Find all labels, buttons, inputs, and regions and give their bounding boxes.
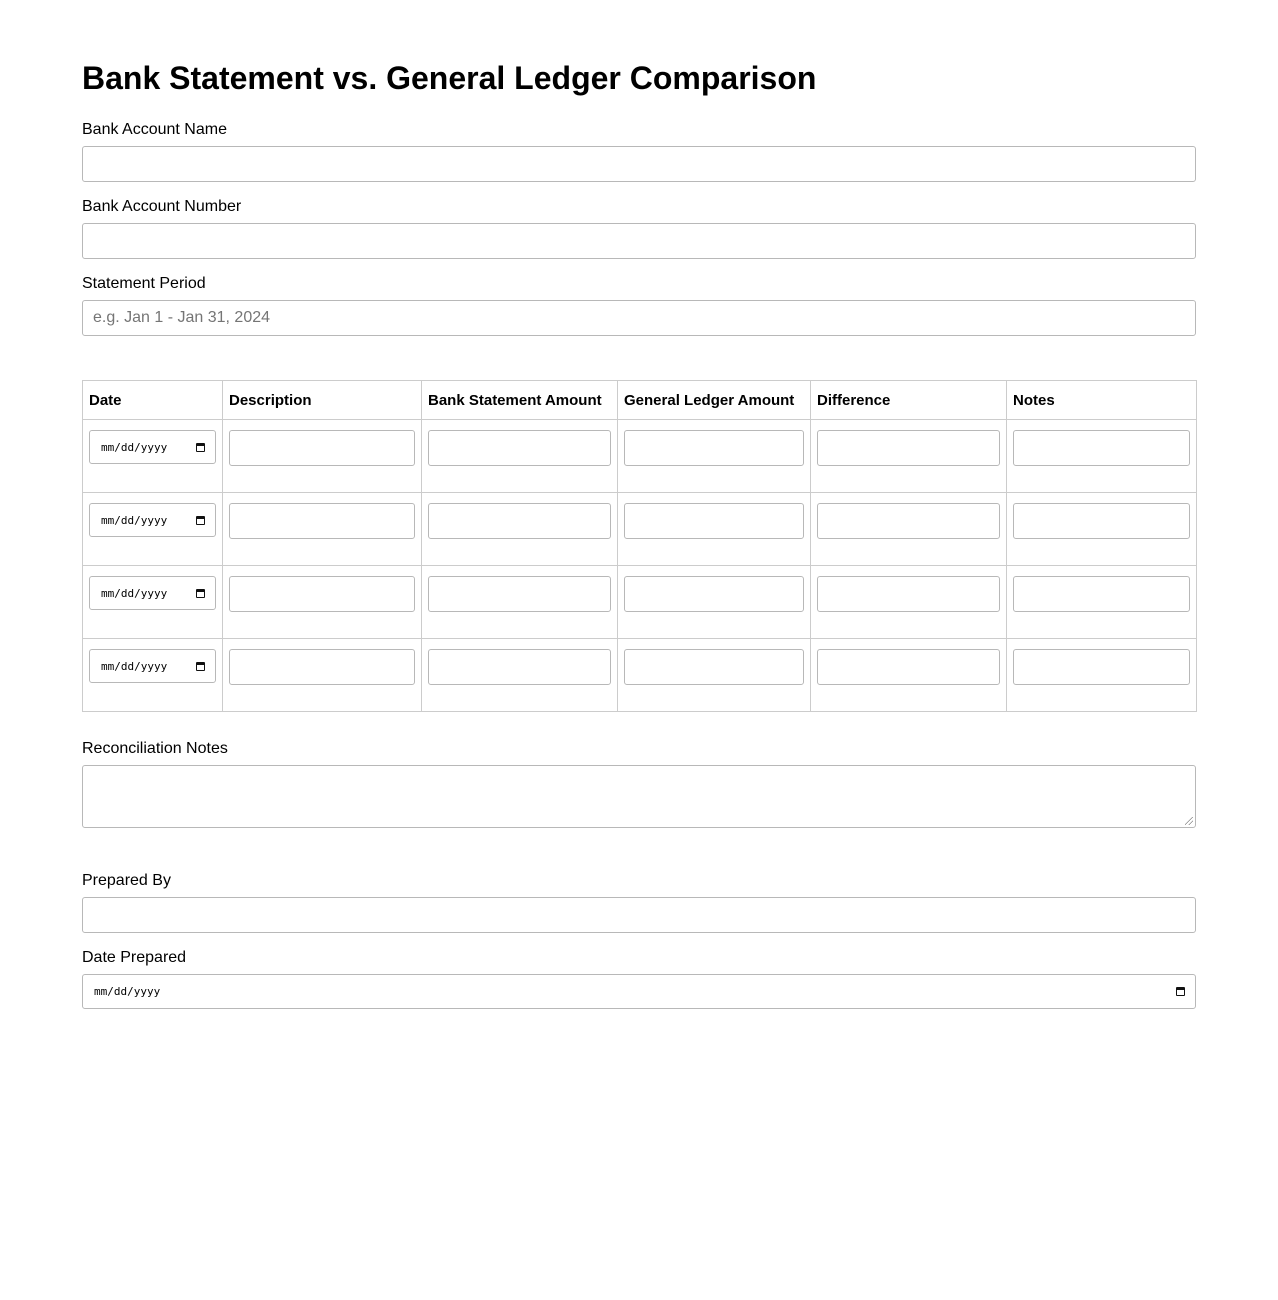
- page-title: Bank Statement vs. General Ledger Comparison: [82, 60, 817, 96]
- bank-account-name-label: Bank Account Name: [82, 121, 227, 138]
- bank-account-number-label: Bank Account Number: [82, 198, 242, 215]
- row-bank-amount-input[interactable]: [428, 503, 611, 539]
- date-placeholder: mm/dd/yyyy: [101, 513, 168, 527]
- cell-date: [83, 420, 223, 493]
- header-general-ledger-amount: General Ledger Amount: [618, 381, 811, 420]
- header-bank-statement-amount: Bank Statement Amount: [422, 381, 618, 420]
- statement-period-label: Statement Period: [82, 275, 206, 292]
- table-row: [83, 493, 1197, 566]
- row-ledger-amount-input[interactable]: [624, 503, 804, 539]
- prepared-by-input[interactable]: [82, 897, 1196, 933]
- calendar-icon[interactable]: [196, 662, 205, 671]
- reconciliation-notes-label: Reconciliation Notes: [82, 740, 228, 757]
- row-notes-input[interactable]: [1013, 649, 1190, 685]
- row-difference-input[interactable]: [817, 503, 1000, 539]
- row-description-input[interactable]: [229, 576, 415, 612]
- date-placeholder: mm/dd/yyyy: [101, 659, 168, 673]
- cell-description: [223, 566, 422, 639]
- row-ledger-amount-input[interactable]: [624, 576, 804, 612]
- header-date: Date: [83, 381, 223, 420]
- date-placeholder: mm/dd/yyyy: [101, 586, 168, 600]
- cell-difference: [811, 566, 1007, 639]
- row-difference-input[interactable]: [817, 649, 1000, 685]
- bank-account-name-input[interactable]: [82, 146, 1196, 182]
- cell-bank-amount: [422, 420, 618, 493]
- cell-difference: [811, 639, 1007, 712]
- table-header-row: [83, 381, 1197, 420]
- date-prepared-input[interactable]: [82, 974, 1196, 1009]
- cell-difference: [811, 493, 1007, 566]
- date-prepared-label: Date Prepared: [82, 949, 187, 966]
- table-row: [83, 639, 1197, 712]
- date-placeholder: mm/dd/yyyy: [101, 440, 168, 454]
- row-ledger-amount-input[interactable]: [624, 649, 804, 685]
- row-date-input[interactable]: [89, 649, 216, 683]
- cell-date: [83, 493, 223, 566]
- cell-date: [83, 566, 223, 639]
- row-date-input[interactable]: [89, 576, 216, 610]
- cell-bank-amount: [422, 639, 618, 712]
- header-difference: Difference: [811, 381, 1007, 420]
- header-notes: Notes: [1007, 381, 1197, 420]
- row-notes-input[interactable]: [1013, 430, 1190, 466]
- bank-account-number-input[interactable]: [82, 223, 1196, 259]
- row-notes-input[interactable]: [1013, 503, 1190, 539]
- cell-ledger-amount: [618, 420, 811, 493]
- calendar-icon[interactable]: [1176, 987, 1185, 996]
- row-notes-input[interactable]: [1013, 576, 1190, 612]
- reconciliation-table: [82, 380, 1197, 712]
- prepared-by-label: Prepared By: [82, 872, 171, 889]
- row-description-input[interactable]: [229, 503, 415, 539]
- cell-date: [83, 639, 223, 712]
- row-description-input[interactable]: [229, 649, 415, 685]
- table-row: [83, 566, 1197, 639]
- row-description-input[interactable]: [229, 430, 415, 466]
- header-description: Description: [223, 381, 422, 420]
- row-date-input[interactable]: [89, 430, 216, 464]
- cell-bank-amount: [422, 566, 618, 639]
- row-ledger-amount-input[interactable]: [624, 430, 804, 466]
- row-difference-input[interactable]: [817, 576, 1000, 612]
- statement-period-input[interactable]: e.g. Jan 1 - Jan 31, 2024: [82, 300, 1196, 336]
- row-bank-amount-input[interactable]: [428, 649, 611, 685]
- cell-description: [223, 493, 422, 566]
- calendar-icon[interactable]: [196, 589, 205, 598]
- table-row: [83, 420, 1197, 493]
- row-difference-input[interactable]: [817, 430, 1000, 466]
- cell-ledger-amount: [618, 566, 811, 639]
- cell-ledger-amount: [618, 493, 811, 566]
- row-bank-amount-input[interactable]: [428, 430, 611, 466]
- cell-notes: [1007, 493, 1197, 566]
- row-date-input[interactable]: [89, 503, 216, 537]
- cell-notes: [1007, 639, 1197, 712]
- cell-notes: [1007, 566, 1197, 639]
- cell-difference: [811, 420, 1007, 493]
- calendar-icon[interactable]: [196, 443, 205, 452]
- cell-ledger-amount: [618, 639, 811, 712]
- cell-notes: [1007, 420, 1197, 493]
- reconciliation-notes-textarea[interactable]: [82, 765, 1196, 828]
- cell-description: [223, 420, 422, 493]
- cell-description: [223, 639, 422, 712]
- date-prepared-placeholder: mm/dd/yyyy: [94, 985, 161, 998]
- row-bank-amount-input[interactable]: [428, 576, 611, 612]
- cell-bank-amount: [422, 493, 618, 566]
- resize-grip-icon[interactable]: [1185, 817, 1193, 825]
- calendar-icon[interactable]: [196, 516, 205, 525]
